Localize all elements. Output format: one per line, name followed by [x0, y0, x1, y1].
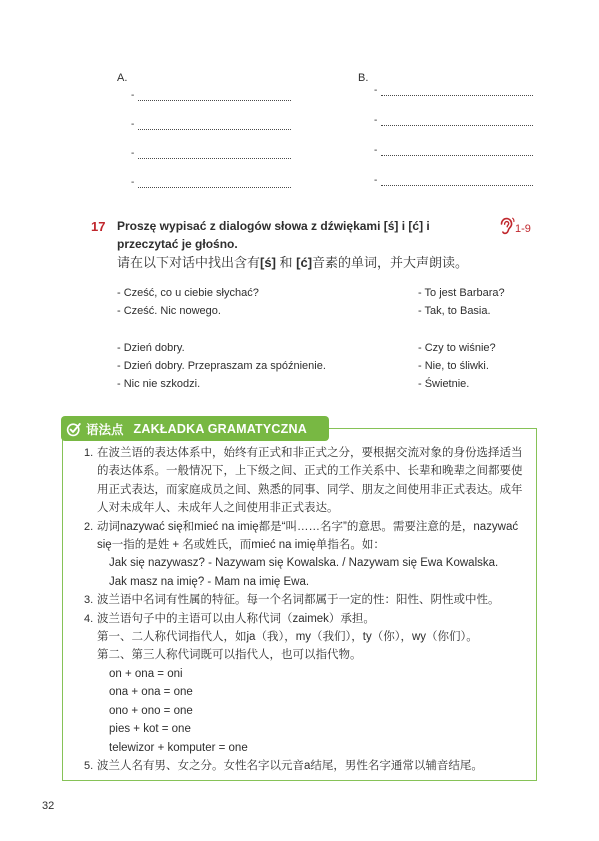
grammar-item-number: 3.: [84, 594, 94, 607]
check-circle-icon: [66, 421, 82, 437]
answer-line: [374, 116, 533, 126]
dialog-line: - Świetnie.: [418, 378, 470, 390]
dialog-line: - Cześć, co u ciebie słychać?: [117, 287, 259, 299]
answer-line: [131, 178, 291, 188]
grammar-item: [84, 610, 534, 757]
dotted-writing-line: [381, 178, 533, 186]
dialog: [418, 284, 505, 320]
exercise-instruction-line-1: Proszę wypisać z dialogów słowa z dźwiękami [ś] i [ć] i: [117, 219, 430, 233]
grammar-item-number: 4.: [84, 612, 94, 625]
grammar-text-line: 波兰语句子中的主语可以由人称代词（zaimek）承担。: [97, 612, 375, 625]
dialog-line: - Czy to wiśnie?: [418, 342, 496, 354]
grammar-item-number: 5.: [84, 759, 94, 772]
dialog-line: - Nie, to śliwki.: [418, 360, 489, 372]
grammar-item-number: 1.: [84, 447, 94, 459]
sound-symbol-s: [ś]: [260, 255, 276, 270]
grammar-text-line: 波兰语中名词有性属的特征。每一个名词都属于一定的性：阳性、阴性或中性。: [97, 594, 500, 607]
grammar-item-body: [97, 591, 534, 609]
dialog: [117, 339, 326, 393]
grammar-example-line: on + ona = oni: [109, 667, 183, 680]
grammar-text-line: 人对未成年人、未成年人之间使用非正式表达。: [97, 502, 339, 515]
grammar-item: [84, 591, 534, 609]
answer-line-dash: -: [374, 145, 378, 156]
answer-column-b-label: B.: [358, 72, 369, 84]
exercise-instruction-polish: [117, 217, 430, 253]
sound-symbol-c: [ć]: [296, 255, 313, 270]
answer-line: [131, 120, 291, 130]
grammar-text-line: 动词nazywać się和mieć na imię都是“叫……名字”的意思。需要注意的是，nazywać: [97, 520, 519, 533]
answer-line: [374, 176, 533, 186]
answer-line-dash: -: [131, 119, 135, 130]
grammar-item-number: 2.: [84, 520, 94, 533]
grammar-example-line: ona + ona = one: [109, 686, 193, 699]
grammar-text-line: 在波兰语的表达体系中，始终有正式和非正式之分，要根据交流对象的身份选择适当: [97, 447, 523, 459]
grammar-title-chinese: 语法点: [86, 422, 124, 437]
exercise-instruction-chinese: [117, 255, 468, 271]
instruction-zh-text: 和: [275, 255, 297, 270]
grammar-text-line: 用正式表达，而家庭成员之间、熟悉的同事、同学、朋友之间使用非正式表达。成年: [97, 483, 523, 496]
answer-column-a: [131, 91, 291, 188]
dialog-line: - Dzień dobry. Przepraszam za spóźnienie.: [117, 360, 326, 372]
grammar-example-line: pies + kot = one: [109, 723, 191, 736]
grammar-list: [84, 444, 534, 775]
answer-line: [131, 149, 291, 159]
dialog-line: - Cześć. Nic nowego.: [117, 305, 221, 317]
dialog-line: - Dzień dobry.: [117, 342, 185, 354]
dotted-writing-line: [138, 180, 291, 188]
grammar-item-body: [97, 610, 534, 757]
dialog: [418, 339, 505, 393]
grammar-box-header: [61, 416, 329, 441]
dialog-line: - Tak, to Basia.: [418, 305, 491, 317]
dialogs-right-column: [418, 284, 505, 393]
grammar-item-body: [97, 518, 534, 592]
answer-line: [374, 146, 533, 156]
answer-line-dash: -: [131, 177, 135, 188]
dotted-writing-line: [381, 88, 533, 96]
dotted-writing-line: [138, 122, 291, 130]
grammar-item: [84, 757, 534, 775]
exercise-instruction-line-2: przeczytać je głośno.: [117, 237, 238, 251]
ear-listening-icon: [497, 217, 515, 235]
grammar-text-line: 第二、第三人称代词既可以指代人，也可以指代物。: [97, 649, 362, 662]
grammar-item: [84, 518, 534, 592]
answer-line-dash: -: [131, 148, 135, 159]
grammar-item-body: [97, 757, 534, 775]
grammar-example-line: ono + ono = one: [109, 704, 193, 717]
grammar-example-line: Jak się nazywasz? - Nazywam się Kowalska. / Nazywam się Ewa Kowalska.: [109, 557, 499, 570]
grammar-item-body: [97, 444, 534, 518]
dotted-writing-line: [138, 151, 291, 159]
instruction-zh-text: 音素的单词，并大声朗读。: [312, 255, 469, 270]
dotted-writing-line: [381, 118, 533, 126]
answer-line-dash: -: [374, 85, 378, 96]
answer-line-dash: -: [131, 90, 135, 101]
answer-line: [131, 91, 291, 101]
answer-line-dash: -: [374, 115, 378, 126]
grammar-example-line: Jak masz na imię? - Mam na imię Ewa.: [109, 575, 310, 588]
dotted-writing-line: [381, 148, 533, 156]
answer-line: [374, 86, 533, 96]
grammar-example-line: telewizor + komputer = one: [109, 741, 248, 754]
page-number: 32: [42, 800, 55, 812]
dialog-line: - Nic nie szkodzi.: [117, 378, 201, 390]
dotted-writing-line: [138, 93, 291, 101]
dialog-line: - To jest Barbara?: [418, 287, 505, 299]
grammar-text-line: 第一、二人称代词指代人，如ja（我），my（我们），ty（你），wy（你们）。: [97, 631, 478, 644]
grammar-title-polish: ZAKŁADKA GRAMATYCZNA: [133, 421, 307, 436]
dialog: [117, 284, 326, 320]
answer-column-b: [374, 86, 533, 186]
grammar-text-line: 的表达体系。一般情况下，上下级之间、正式的工作关系中、长辈和晚辈之间都要使: [97, 465, 523, 478]
exercise-number: 17: [91, 219, 106, 234]
dialogs-left-column: [117, 284, 326, 393]
instruction-zh-text: 请在以下对话中找出含有: [117, 255, 261, 270]
answer-line-dash: -: [374, 175, 378, 186]
answer-column-a-label: A.: [117, 72, 128, 84]
grammar-text-line: się一指的是姓 + 名或姓氏，而mieć na imię单指名。如：: [97, 539, 385, 552]
grammar-text-line: 波兰人名有男、女之分。女性名字以元音a结尾，男性名字通常以辅音结尾。: [97, 759, 483, 772]
audio-track-number: 1-9: [515, 223, 531, 235]
grammar-item: [84, 444, 534, 518]
